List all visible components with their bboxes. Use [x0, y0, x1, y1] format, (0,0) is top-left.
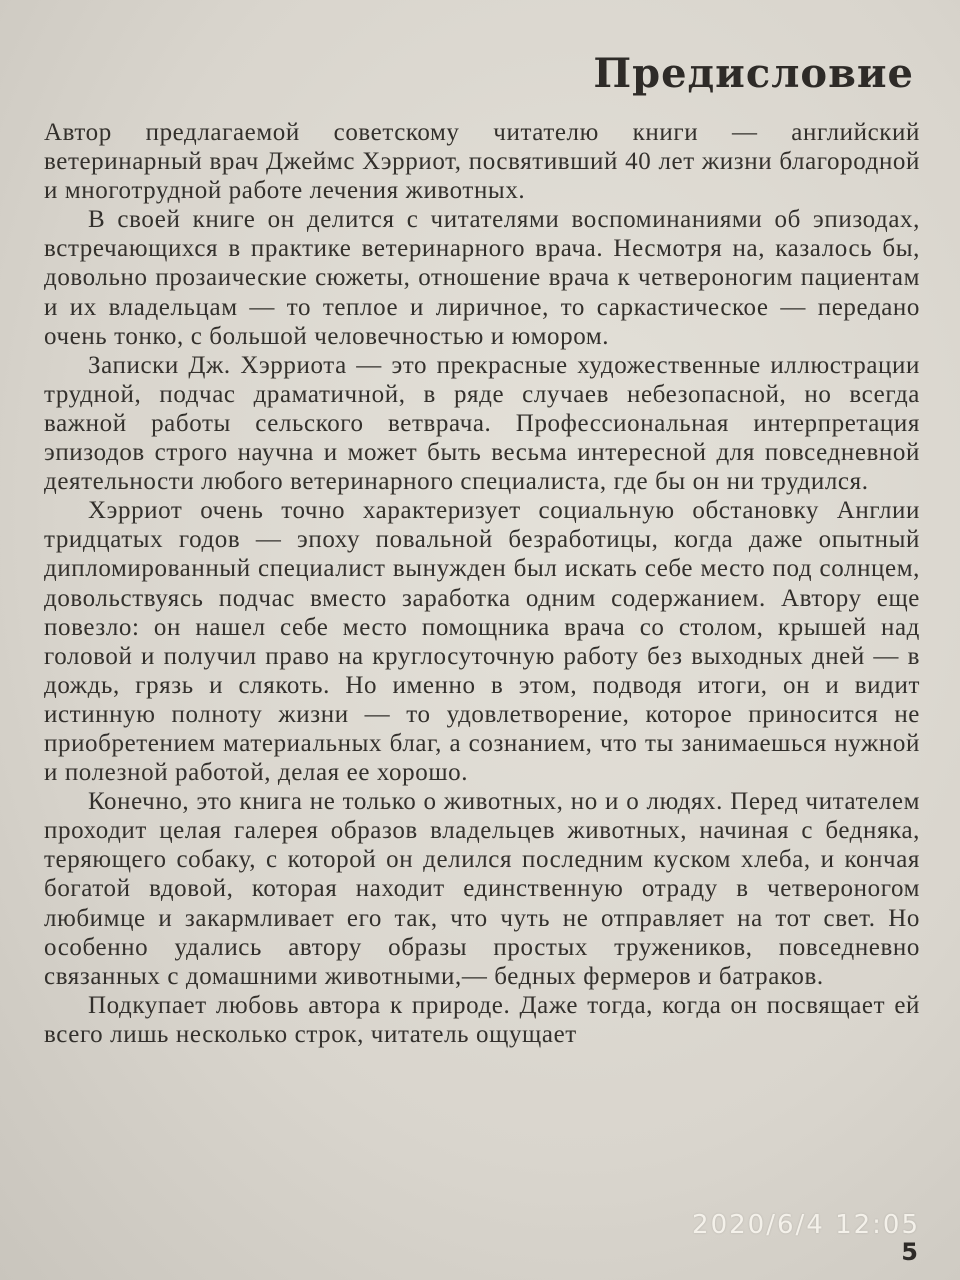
paragraph-1: Автор предлагаемой советскому читателю книги — английский ветеринарный врач Джеймс Хэрриот, посвятивший 40 лет жизни благородной и многотрудной работе лечения животных. [44, 119, 920, 205]
page-title: Предисловие [593, 50, 914, 97]
paragraph-3: Записки Дж. Хэрриота — это прекрасные художественные иллюстрации трудной, подчас драматичной, в ряде случаев небезопасной, но всегда важной работы сельского ветврача. Профессиональная интерпретация эпизодов строго научна и может быть весьма интересной для повседневной деятельности любого ветеринарного специалиста, где бы он ни трудился. [44, 351, 920, 496]
paragraph-4: Хэрриот очень точно характеризует социальную обстановку Англии тридцатых годов — эпоху повальной безработицы, когда даже опытный дипломированный специалист вынужден был искать себе место под солнцем, довольствуясь подчас вместо заработка одним содержанием. Автору еще повезло: он нашел себе место помощника врача со столом, крышей над головой и получил право на круглосуточную работу без выходных дней — в дождь, грязь и слякоть. Но именно в этом, подводя итоги, он и видит истинную полноту жизни — то удовлетворение, которое приносится не приобретением материальных благ, а сознанием, что ты занимаешься нужной и полезной работой, делая ее хорошо. [44, 497, 920, 787]
paragraph-6: Подкупает любовь автора к природе. Даже тогда, когда он посвящает ей всего лишь несколько строк, читатель ощущает [44, 991, 920, 1048]
paragraph-5: Конечно, это книга не только о животных, но и о людях. Перед читателем проходит целая галерея образов владельцев животных, начиная с бедняка, теряющего собаку, с которой он делился последним куском хлеба, и кончая богатой вдовой, которая находит единственную отраду в четвероногом любимце и закармливает его так, что чуть не отправляет на тот свет. Но особенно удались автору образы простых тружеников, повседневно связанных с домашними животными,— бедных фермеров и батраков. [44, 788, 920, 990]
page-number: 5 [901, 1238, 918, 1266]
body-text [44, 118, 920, 1049]
paragraph-2: В своей книге он делится с читателями воспоминаниями об эпизодах, встречающихся в практике ветеринарного врача. Несмотря на, казалось бы, довольно прозаические сюжеты, отношение врача к четвероногим пациентам и их владельцам — то теплое и лиричное, то саркастическое — передано очень тонко, с большой человечностью и юмором. [44, 206, 920, 350]
photo-timestamp: 2020/6/4 12:05 [692, 1210, 920, 1240]
